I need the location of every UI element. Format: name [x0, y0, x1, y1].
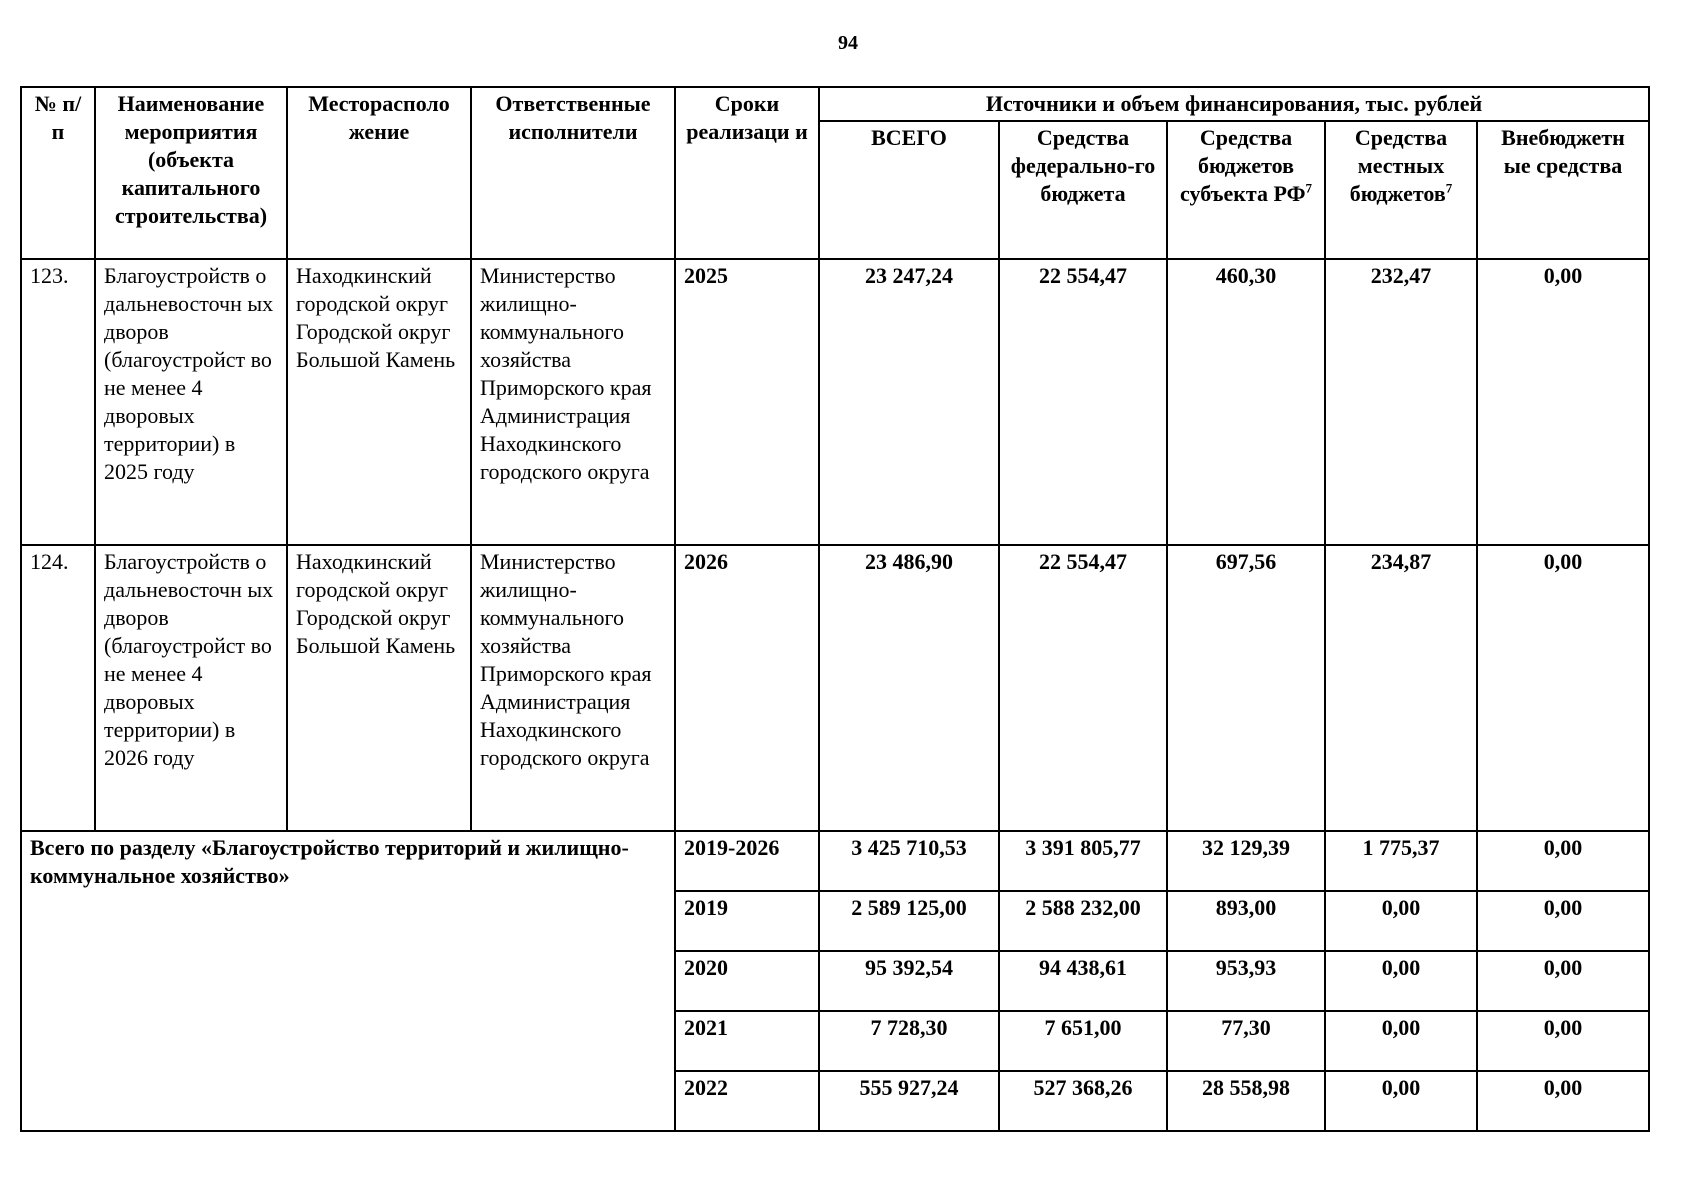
header-num: № п/п	[21, 87, 95, 259]
header-federal: Средства федерально-го бюджета	[999, 121, 1167, 259]
summary-extra: 0,00	[1477, 831, 1649, 891]
summary-total: 7 728,30	[819, 1011, 999, 1071]
summary-extra: 0,00	[1477, 891, 1649, 951]
summary-subject: 77,30	[1167, 1011, 1325, 1071]
header-subject	[1167, 121, 1325, 259]
row-responsible: Министерство жилищно-коммунального хозяйства Приморского края Администрация Находкинского городского округа	[471, 259, 675, 545]
header-row-1	[21, 87, 1649, 121]
summary-local: 0,00	[1325, 1011, 1477, 1071]
summary-period: 2019-2026	[675, 831, 819, 891]
row-extra: 0,00	[1477, 545, 1649, 831]
header-name: Наименование мероприятия (объекта капитального строительства)	[95, 87, 287, 259]
summary-extra: 0,00	[1477, 1071, 1649, 1131]
row-period: 2026	[675, 545, 819, 831]
row-location: Находкинский городской округ Городской округ Большой Камень	[287, 545, 471, 831]
row-federal: 22 554,47	[999, 259, 1167, 545]
summary-extra: 0,00	[1477, 1011, 1649, 1071]
row-name: Благоустройств о дальневосточн ых дворов (благоустройст во не менее 4 дворовых территории) в 2026 году	[95, 545, 287, 831]
summary-total: 555 927,24	[819, 1071, 999, 1131]
summary-period: 2019	[675, 891, 819, 951]
row-location: Находкинский городской округ Городской округ Большой Камень	[287, 259, 471, 545]
table-row	[21, 259, 1649, 545]
summary-row	[21, 831, 1649, 891]
summary-local: 0,00	[1325, 891, 1477, 951]
header-funding-group: Источники и объем финансирования, тыс. рублей	[819, 87, 1649, 121]
summary-period: 2021	[675, 1011, 819, 1071]
row-responsible: Министерство жилищно-коммунального хозяйства Приморского края Администрация Находкинского городского округа	[471, 545, 675, 831]
summary-federal: 527 368,26	[999, 1071, 1167, 1131]
table-row	[21, 545, 1649, 831]
row-local: 234,87	[1325, 545, 1477, 831]
summary-period: 2020	[675, 951, 819, 1011]
row-num: 123.	[21, 259, 95, 545]
summary-subject: 32 129,39	[1167, 831, 1325, 891]
summary-subject: 28 558,98	[1167, 1071, 1325, 1131]
header-period: Сроки реализаци и	[675, 87, 819, 259]
row-subject: 460,30	[1167, 259, 1325, 545]
row-extra: 0,00	[1477, 259, 1649, 545]
summary-local: 0,00	[1325, 951, 1477, 1011]
header-responsible: Ответственные исполнители	[471, 87, 675, 259]
header-local-footnote: 7	[1445, 180, 1453, 196]
row-name: Благоустройств о дальневосточн ых дворов (благоустройст во не менее 4 дворовых территории) в 2025 году	[95, 259, 287, 545]
header-location: Месторасполо жение	[287, 87, 471, 259]
row-subject: 697,56	[1167, 545, 1325, 831]
page-number: 94	[838, 32, 858, 54]
summary-subject: 953,93	[1167, 951, 1325, 1011]
summary-federal: 2 588 232,00	[999, 891, 1167, 951]
row-num: 124.	[21, 545, 95, 831]
summary-federal: 94 438,61	[999, 951, 1167, 1011]
row-period: 2025	[675, 259, 819, 545]
header-subject-text: Средства бюджетов субъекта РФ	[1180, 125, 1306, 206]
row-federal: 22 554,47	[999, 545, 1167, 831]
summary-federal: 3 391 805,77	[999, 831, 1167, 891]
header-extra: Внебюджетн ые средства	[1477, 121, 1649, 259]
row-local: 232,47	[1325, 259, 1477, 545]
summary-total: 2 589 125,00	[819, 891, 999, 951]
summary-extra: 0,00	[1477, 951, 1649, 1011]
financing-table	[20, 86, 1650, 1132]
summary-subject: 893,00	[1167, 891, 1325, 951]
row-total: 23 486,90	[819, 545, 999, 831]
summary-total: 3 425 710,53	[819, 831, 999, 891]
summary-federal: 7 651,00	[999, 1011, 1167, 1071]
summary-total: 95 392,54	[819, 951, 999, 1011]
summary-local: 0,00	[1325, 1071, 1477, 1131]
summary-local: 1 775,37	[1325, 831, 1477, 891]
row-total: 23 247,24	[819, 259, 999, 545]
header-local	[1325, 121, 1477, 259]
summary-label: Всего по разделу «Благоустройство территорий и жилищно-коммунальное хозяйство»	[21, 831, 675, 1131]
header-local-text: Средства местных бюджетов	[1349, 125, 1448, 206]
header-total: ВСЕГО	[819, 121, 999, 259]
summary-period: 2022	[675, 1071, 819, 1131]
header-subject-footnote: 7	[1305, 180, 1312, 196]
